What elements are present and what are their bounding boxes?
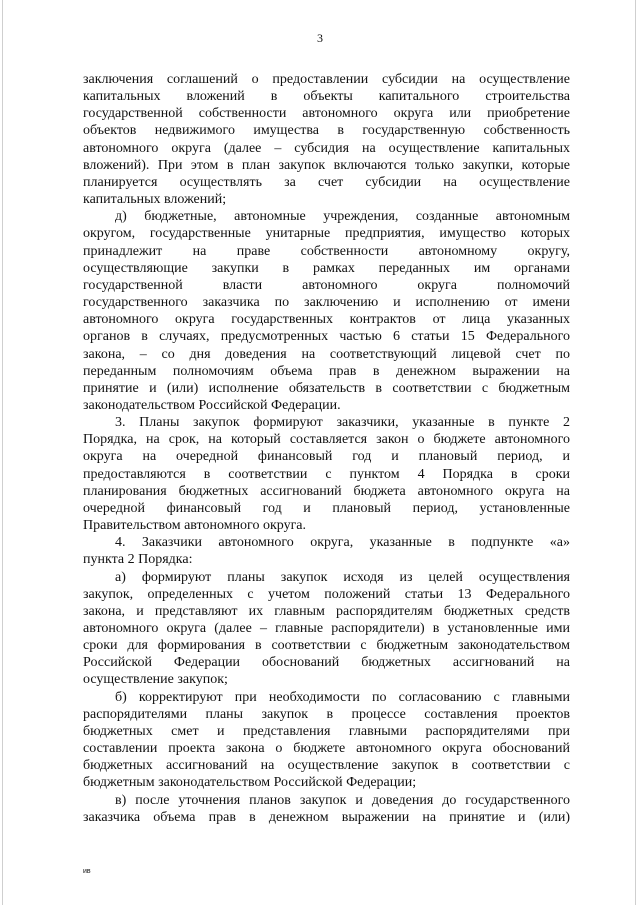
paragraph-line: округа на очередной финансовый год и плановый период, и xyxy=(83,449,570,465)
paragraph-line: сроки для формирования в соответствии с бюджетным законодательством xyxy=(83,638,570,654)
paragraph-line: заключения соглашений о предоставлении субсидии на осуществление xyxy=(83,72,570,87)
paragraph-line: Правительством автономного округа. xyxy=(83,518,307,534)
paragraph-line: Российской Федерации обоснований бюджетных ассигнований на xyxy=(83,655,570,671)
paragraph-line: государственной собственности автономного округа или приобретение xyxy=(83,106,570,122)
paragraph-line: законодательством Российской Федерации. xyxy=(83,397,341,413)
paragraph-line: закупок, определенных с учетом положений статьи 13 Федерального xyxy=(83,586,570,602)
paragraph-line: вложений). При этом в план закупок включаются только закупки, которые xyxy=(83,157,570,173)
paragraph-line: бюджетным законодательством Российской Федерации; xyxy=(83,775,417,791)
paragraph-line: осуществление закупок; xyxy=(83,672,228,688)
paragraph-line: б) корректируют при необходимости по согласованию с главными xyxy=(115,689,570,705)
paragraph-line: автономного округа (далее – субсидия на осуществление капитальных xyxy=(83,140,570,156)
paragraph-line: органов в случаях, предусмотренных частью 6 статьи 15 Федерального xyxy=(83,329,570,345)
paragraph-line: пункта 2 Порядка: xyxy=(83,552,193,568)
page-number: 3 xyxy=(317,31,323,45)
document-body xyxy=(83,71,570,826)
paragraph-line: бюджетных смет и представления главными распорядителями при xyxy=(83,723,570,739)
paragraph-line: округом, государственные унитарные предприятия, имущество которых xyxy=(83,226,570,242)
paragraph-line: бюджетных ассигнований на осуществление закупок в соответствии с xyxy=(83,758,570,774)
paragraph-line: Порядка, на срок, на который составляется закон о бюджете автономного xyxy=(83,432,570,448)
paragraph-line: д) бюджетные, автономные учреждения, созданные автономным xyxy=(115,209,570,225)
paragraph-line: государственного заказчика по заключению и исполнению от имени xyxy=(83,295,570,311)
paragraph-line: предоставляются в соответствии с пунктом 4 Порядка в сроки xyxy=(83,466,570,482)
paragraph-line: в) после уточнения планов закупок и доведения до государственного xyxy=(115,792,570,808)
paragraph-line: осуществляющие закупки в рамках переданных им органами xyxy=(83,260,570,276)
paragraph-line: закона, и представляют их главным распорядителям бюджетных средств xyxy=(83,603,570,619)
footer-mark: ив xyxy=(83,868,91,875)
paragraph-line: автономного округа (далее – главные распорядители) в установленные ими xyxy=(83,621,570,636)
paragraph-line: планируется осуществлять за счет субсидии на осуществление xyxy=(83,174,570,190)
paragraph-line: капитальных вложений; xyxy=(83,192,227,208)
paragraph-line: объектов недвижимого имущества в государственную собственность xyxy=(83,123,570,139)
paragraph-line: планирования бюджетных ассигнований бюджета автономного округа на xyxy=(83,483,570,499)
paragraph-line: принадлежит на праве собственности автономному округу, xyxy=(83,243,570,259)
scan-edge-left xyxy=(2,0,3,905)
paragraph-line: капитальных вложений в объекты капитального строительства xyxy=(83,89,570,105)
scan-edge-right xyxy=(635,0,636,905)
paragraph-line: очередной финансовый год и плановый период, установленные xyxy=(83,500,570,516)
paragraph-line: распорядителями планы закупок в процессе составления проектов xyxy=(83,706,570,722)
paragraph-line: переданным полномочиям объема прав в денежном выражении на xyxy=(83,363,570,379)
paragraph-line: составлении проекта закона о бюджете автономного округа обоснований xyxy=(83,741,570,757)
paragraph-line: государственной власти автономного округа полномочий xyxy=(83,277,570,293)
paragraph-line: а) формируют планы закупок исходя из целей осуществления xyxy=(115,569,570,585)
paragraph-line: принятие и (или) исполнение обязательств в соответствии с бюджетным xyxy=(83,380,570,396)
paragraph-line: 3. Планы закупок формируют заказчики, указанные в пункте 2 xyxy=(115,415,570,431)
paragraph-line: 4. Заказчики автономного округа, указанные в подпункте «а» xyxy=(115,535,570,551)
paragraph-line: автономного округа государственных контрактов от лица указанных xyxy=(83,312,570,328)
paragraph-line: заказчика объема прав в денежном выражении на принятие и (или) xyxy=(83,809,570,825)
paragraph-line: закона, – со дня доведения на соответствующий лицевой счет по xyxy=(83,346,570,362)
